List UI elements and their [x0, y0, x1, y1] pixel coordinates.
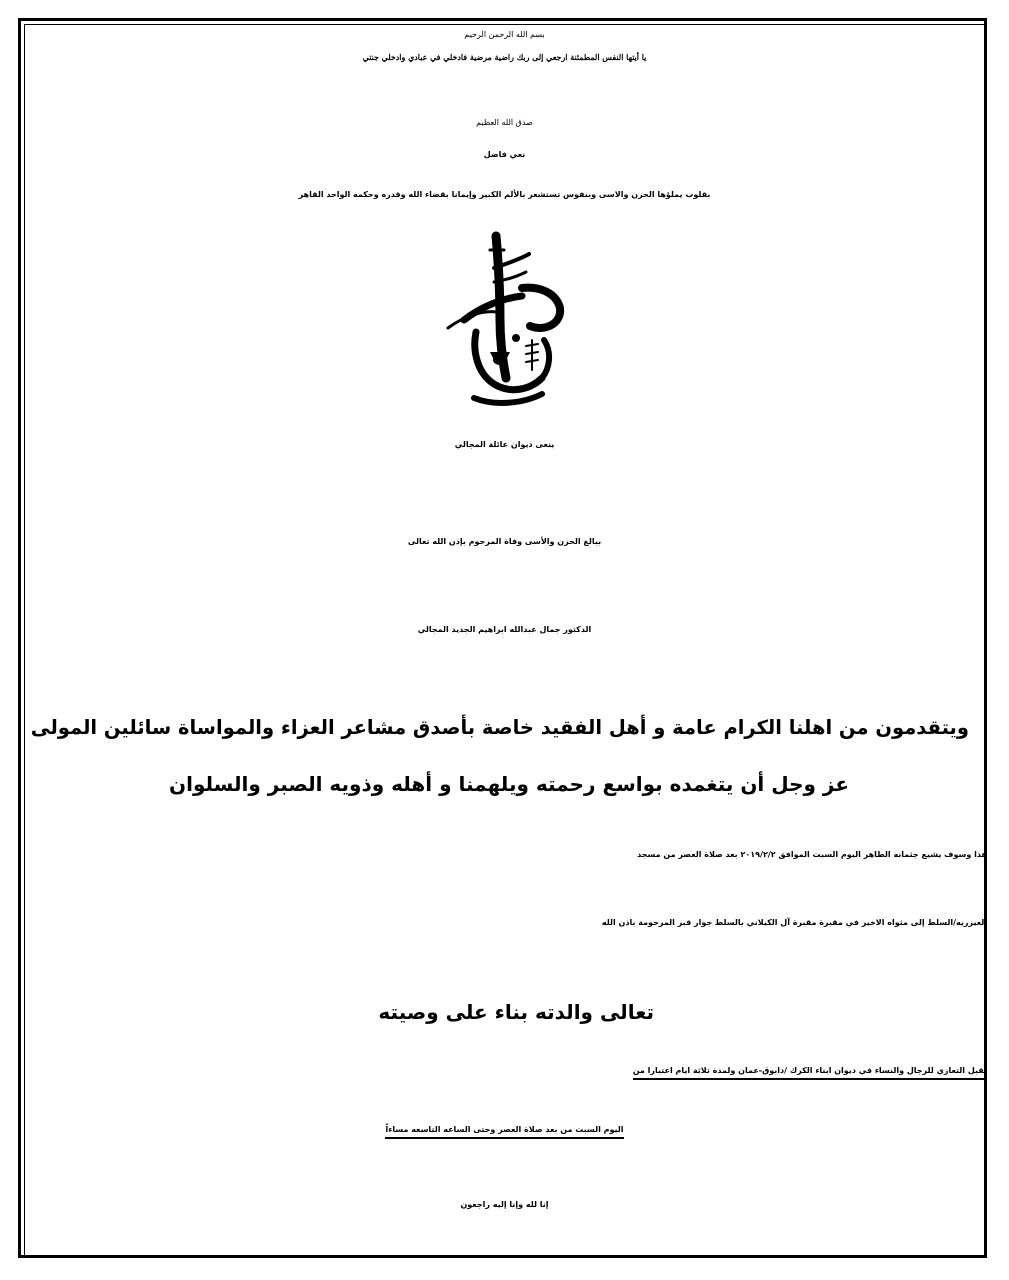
page-title: ينعى ديوان عائلة المجالي — [454, 440, 555, 449]
verse-ending: صدق الله العظيم — [476, 118, 533, 127]
venue-text-1: تقبل التعازي للرجال والنساء في ديوان ابناء الكرك /دابوق-عمان ولمدة ثلاثة ايام اعتبارا من — [633, 1066, 987, 1080]
condolence-line-1: ويتقدمون من اهلنا الكرام عامة و أهل الفقيد خاصة بأصدق مشاعر العزاء والمواساة سائلين المولى — [30, 716, 969, 739]
venue-text-2: اليوم السبت من بعد صلاة العصر وحتى الساعه التاسعه مساءاً — [385, 1125, 623, 1139]
condolence-line-2: عز وجل أن يتغمده بواسع رحمته ويلهمنا و أهله وذويه الصبر والسلوان — [169, 772, 849, 796]
majali-family-logo-icon — [434, 228, 584, 413]
condolence-venue-line-1 — [30, 1066, 987, 1075]
funeral-line-3: تعالى والدته بناء على وصيته — [378, 1000, 654, 1024]
notice-intro: بقلوب يملؤها الحزن والاسى وبنفوس تستشعر بالألم الكبير وإيمانا بقضاء الله وقدره وحكمه الواحد القاهر — [298, 190, 711, 199]
quran-verse: يا أيتها النفس المطمئنة ارجعي إلى ربك راضية مرضية فادخلي في عبادي وادخلي جنتي — [362, 52, 647, 62]
closing-verse: إنا لله وإنا إليه راجعون — [460, 1200, 549, 1209]
basmala: بسم الله الرحمن الرحيم — [464, 30, 545, 39]
notice-label: نعي فاضل — [483, 150, 526, 159]
announcement-subtitle: ببالغ الحزن والأسى وفاة المرحوم بإذن الله تعالى — [407, 537, 602, 546]
funeral-line-1: هذا وسوف يشيع جثمانه الطاهر اليوم السبت الموافق ٢٠١٩/٢/٢ بعد صلاة العصر من مسجد — [637, 850, 987, 859]
condolence-venue-line-2 — [30, 1125, 979, 1134]
deceased-name: الدكتور جمال عبدالله ابراهيم الجديد المجالي — [417, 625, 592, 634]
funeral-line-2: العيزريه/السلط إلى مثواه الاخير في مقبرة مقبرة آل الكيلاني بالسلط جوار قبر المرحومة باذن الله — [601, 918, 987, 927]
